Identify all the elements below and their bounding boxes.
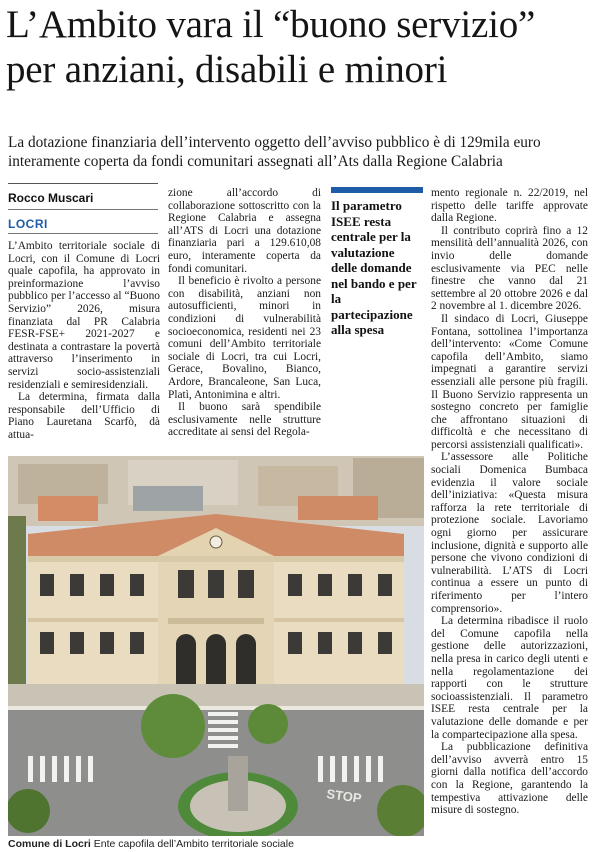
town-hall-illustration: [8, 456, 424, 836]
paragraph: Il beneficio è rivolto a persone con disabilità, anziani non autosufficienti, minori in condizioni di vulnerabilità socioeconomica, residenti nei 23 comuni dell’Ambito territoriale sociale di Locri, tra cui Locri, Gerace, Bovalino, Bianco, Ardore, Brancaleone, San Luca, Platì, Antonimina e altri.: [168, 275, 321, 401]
town-hall-photo: [8, 456, 424, 836]
body-column-1: [8, 240, 160, 453]
headline-line-2: per anziani, disabili e minori: [6, 48, 448, 91]
paragraph: zione all’accordo di collaborazione sottoscritto con la Regione Calabria e assegna all’ATS di Locri una dotazione finanziaria pari a 129.610,08 euro, interamente coperta da fondi comunitari.: [168, 187, 321, 275]
photo-caption: [8, 838, 428, 850]
paragraph: La determina ribadisce il ruolo del Comune capofila nella gestione delle autorizzazioni, nella presa in carico degli utenti e nella regolamentazione dei rapporti con le strutture socioassistenziali. Il parametro ISEE resta centrale per la valutazione delle domande e per la compartecipazione alla spesa.: [431, 615, 588, 741]
paragraph: Il buono sarà spendibile esclusivamente nelle strutture accreditate ai sensi del Regola-: [168, 401, 321, 439]
paragraph: L’Ambito territoriale sociale di Locri, con il Comune di Locri quale capofila, ha approvato in preinformazione l’avviso pubblico per l’accesso al “Buono Servizio” 2026, misura finanziata dal PR Calabria FESR-FSE+ 2021-2027 e destinata a contrastare la povertà attraverso l’inserimento in servizi socio-assistenziali residenziali e semiresidenziali.: [8, 240, 160, 391]
paragraph: Il sindaco di Locri, Giuseppe Fontana, sottolinea l’importanza dell’intervento: «Come Comune capofila dell’Ambito, siamo impegnati a garantire servizi essenziali alle persone più fragili. Il Buono Servizio rappresenta un sostegno concreto per famiglie che affrontano situazioni di difficoltà e che necessitano di percorsi assistenziali qualificati».: [431, 312, 588, 451]
pull-quote-bar: [331, 187, 423, 193]
pull-quote: Il parametro ISEE resta centrale per la valutazione delle domande nel bando e per la partecipazione alla spesa: [331, 198, 417, 337]
body-column-4: [431, 187, 588, 839]
paragraph: Il contributo coprirà fino a 12 mensilità dell’annualità 2026, con invio delle domande esclusivamente via PEC nelle finestre che vanno dal 21 settembre al 20 ottobre 2026 e dal 2 novembre al 1. dicembre 2026.: [431, 224, 588, 313]
dateline-location: LOCRI: [8, 217, 48, 231]
subheadline: La dotazione finanziaria dell’intervento oggetto dell’avviso pubblico è di 129mila euro interamente coperta da fondi comunitari assegnati all’Ats dalla Regione Calabria: [8, 134, 541, 170]
divider: [8, 209, 158, 210]
body-column-2: [168, 187, 321, 453]
paragraph: La pubblicazione definitiva dell’avviso avverrà entro 15 giorni dalla notifica dell’accordo con la Regione, garantendo la tempestiva attivazione delle misure di sostegno.: [431, 741, 588, 817]
paragraph: mento regionale n. 22/2019, nel rispetto delle tariffe approvate dalla Regione.: [431, 187, 588, 225]
paragraph: La determina, firmata dalla responsabile dell’Ufficio di Piano Lauretana Scarfò, dà attua-: [8, 391, 160, 441]
divider: [8, 183, 158, 184]
headline: [6, 2, 590, 92]
headline-line-1: L’Ambito vara il “buono servizio”: [6, 3, 536, 46]
divider: [8, 233, 158, 234]
caption-text: Ente capofila dell’Ambito territoriale sociale: [93, 838, 294, 850]
paragraph: L’assessore alle Politiche sociali Domenica Bumbaca evidenzia il valore sociale dell’iniziativa: «Questa misura rafforza la rete territoriale di protezione sociale. Lavoriamo ogni giorno per assicurare inclusione, dignità e supporto alle persone che vivono condizioni di vulnerabilità. L’ATS di Locri continua a essere un punto di riferimento per l’intero comprensorio».: [431, 451, 588, 615]
caption-bold: Comune di Locri: [8, 838, 91, 850]
stop-road-marking: STOP: [325, 786, 363, 806]
author-byline: Rocco Muscari: [8, 191, 94, 205]
